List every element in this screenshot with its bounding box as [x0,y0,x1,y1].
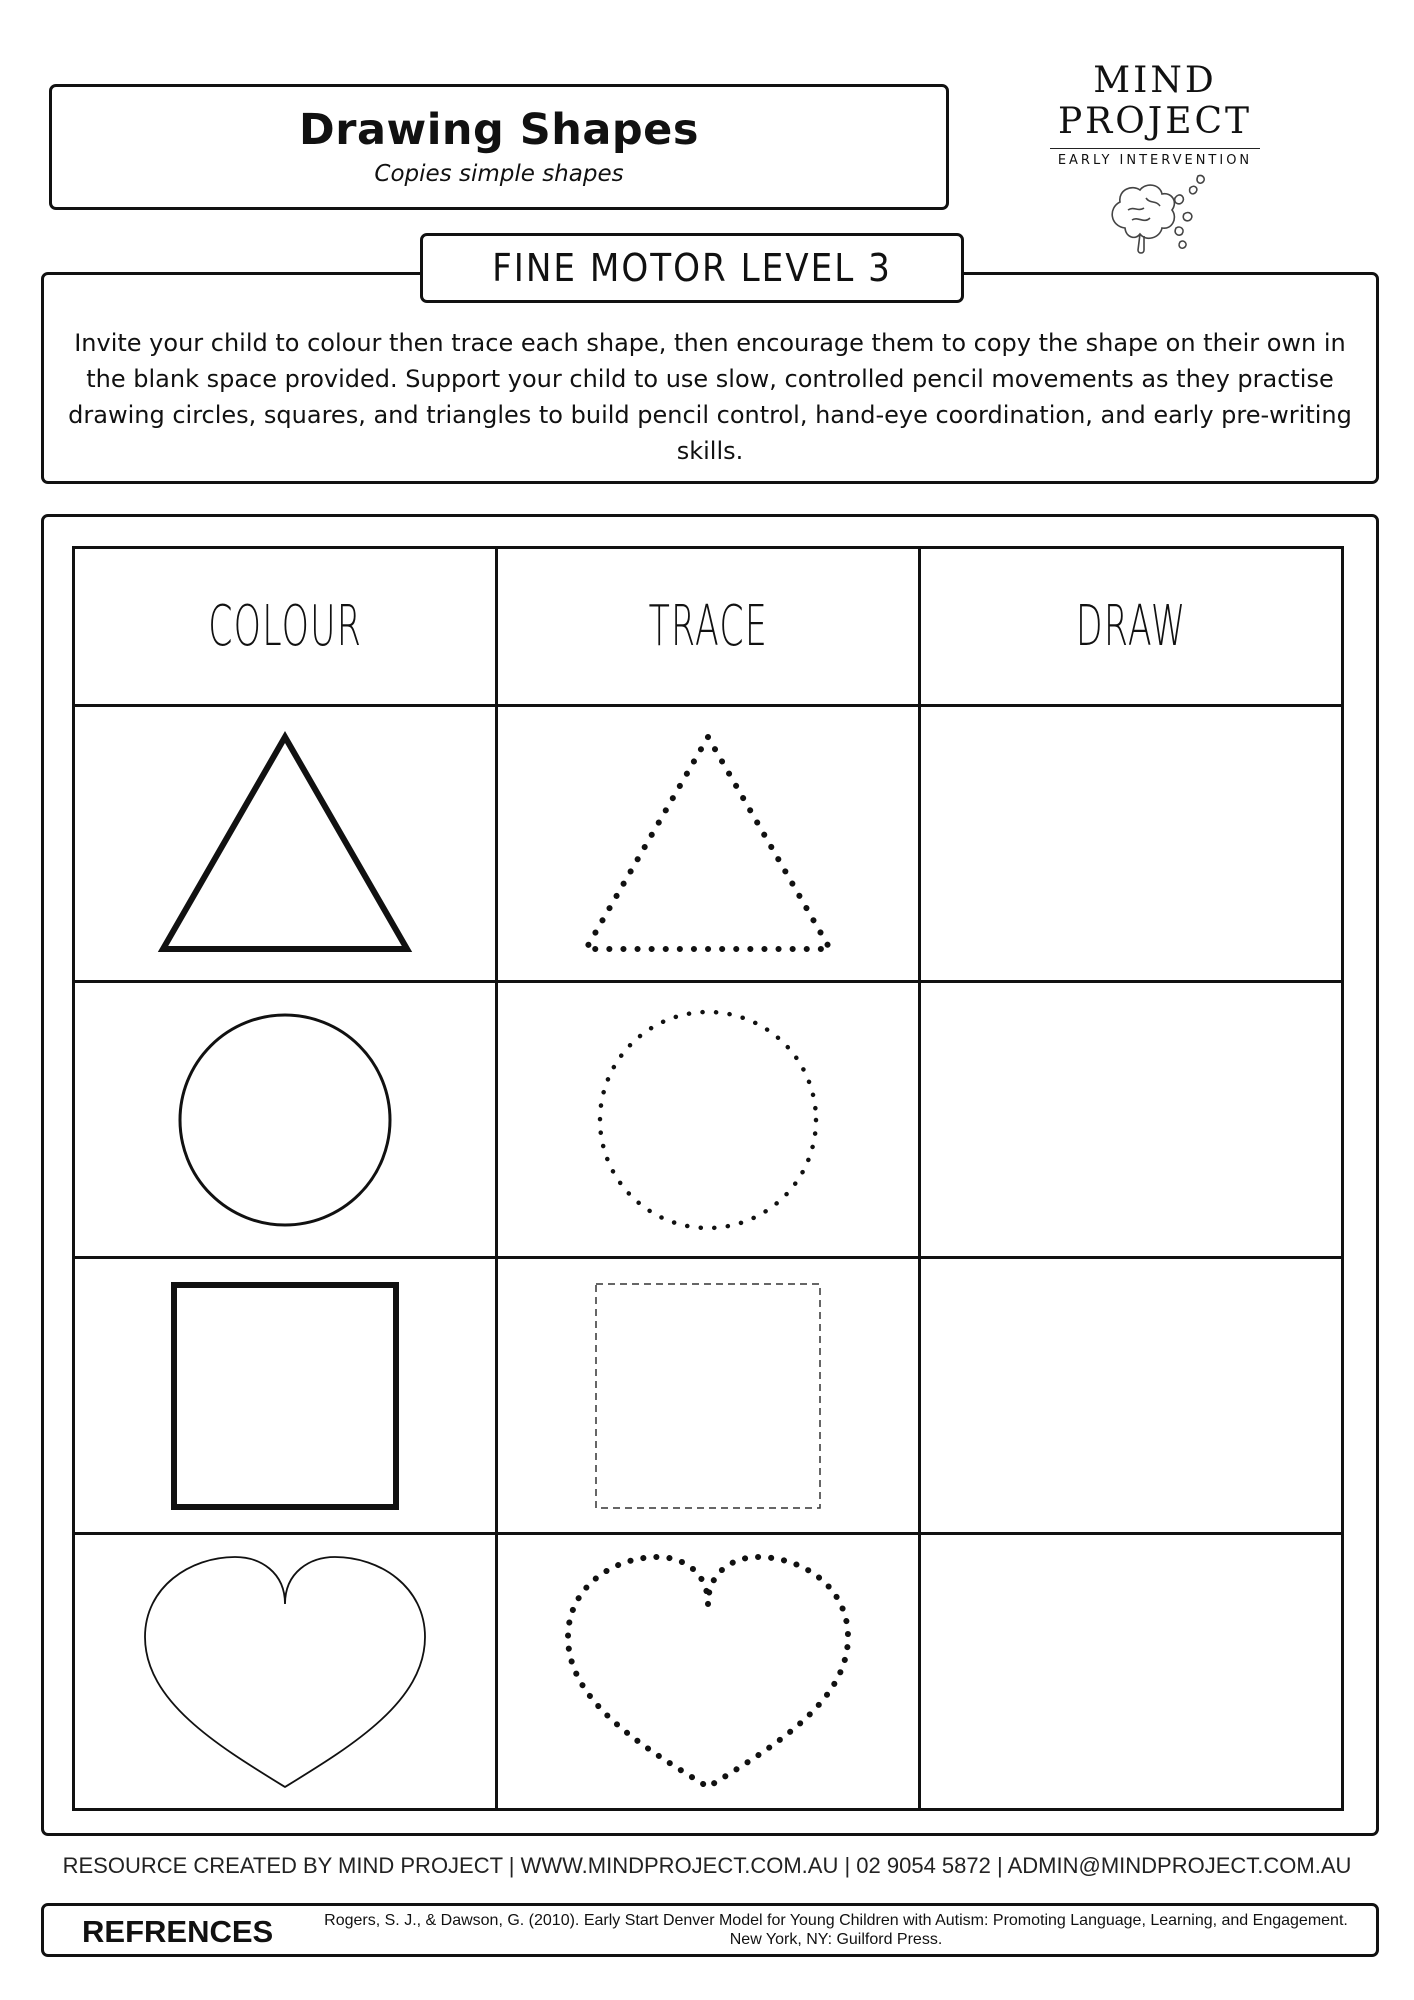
triangle-dotted-icon [578,729,838,959]
column-header-colour: COLOUR [74,548,497,706]
trace-cell-square [497,1258,920,1534]
logo-tagline: EARLY INTERVENTION [1057,153,1253,168]
heart-dotted-icon [563,1552,853,1792]
circle-outline-icon [170,1005,400,1235]
triangle-outline-icon [155,729,415,959]
footer-contact: RESOURCE CREATED BY MIND PROJECT | WWW.MINDPROJECT.COM.AU | 02 9054 5872 | ADMIN@MINDPROJECT.COM.AU [62,1853,1352,1878]
shapes-table [72,546,1344,1811]
level-badge: FINE MOTOR LEVEL 3 [420,233,964,303]
title-box [49,84,949,210]
heart-outline-icon [140,1552,430,1792]
logo-brand: MIND PROJECT [1057,60,1253,142]
brain-icon [1080,168,1230,268]
page-title: Drawing Shapes [299,105,699,155]
table-row-triangle [74,706,1343,982]
trace-cell-circle [497,982,920,1258]
column-header-draw: DRAW [920,548,1343,706]
logo [990,60,1320,268]
references-box [41,1903,1379,1957]
table-row-square [74,1258,1343,1534]
colour-cell-square [74,1258,497,1534]
colour-cell-heart [74,1534,497,1810]
draw-cell-triangle[interactable] [920,706,1343,982]
table-header-row [74,548,1343,706]
colour-cell-triangle [74,706,497,982]
references-text: Rogers, S. J., & Dawson, G. (2010). Early Start Denver Model for Young Children with Autism: Promoting Language, Learning, and Engagement. New York, NY: Guilford Press. [324,1912,1348,1948]
draw-cell-circle[interactable] [920,982,1343,1258]
references-label: REFRENCES [82,1914,274,1949]
column-header-trace: TRACE [497,548,920,706]
colour-cell-circle [74,982,497,1258]
circle-dotted-icon [593,1005,823,1235]
table-row-circle [74,982,1343,1258]
page-subtitle: Copies simple shapes [374,161,624,187]
draw-cell-heart[interactable] [920,1534,1343,1810]
trace-cell-triangle [497,706,920,982]
square-dashed-icon [593,1281,823,1511]
table-row-heart [74,1534,1343,1810]
draw-cell-square[interactable] [920,1258,1343,1534]
instructions-box [41,272,1379,484]
square-outline-icon [170,1281,400,1511]
logo-rule [1050,148,1260,149]
instructions-text: Invite your child to colour then trace each shape, then encourage them to copy the shape on their own in the blank space provided. Support your child to use slow, controlled pencil movements as they practise drawing circles, squares, and triangles to build pencil control, hand-eye coordination, and early pre-writing skills. [68,329,1352,465]
trace-cell-heart [497,1534,920,1810]
